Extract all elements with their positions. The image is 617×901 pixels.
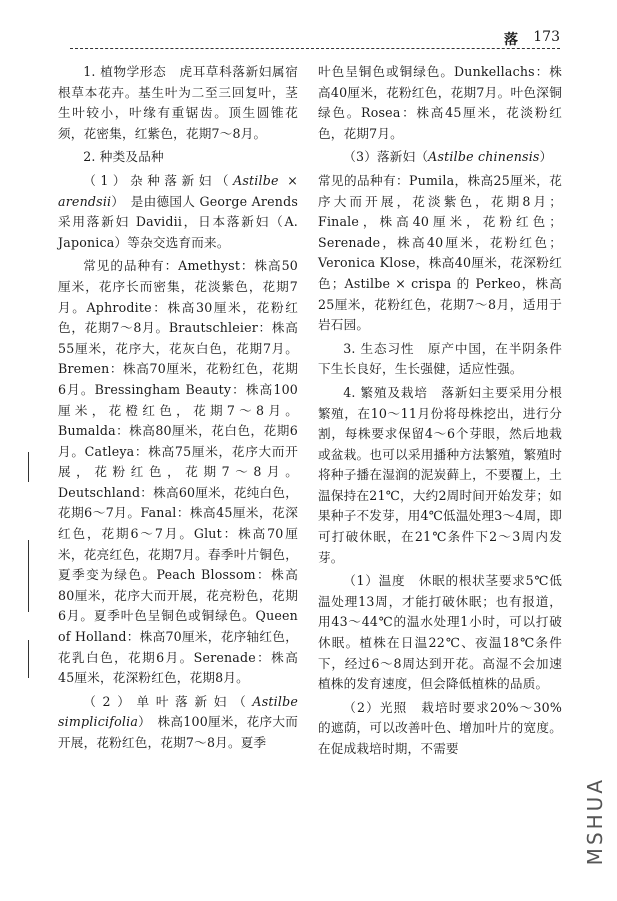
latin-name: Astilbe × arendsii — [58, 172, 299, 209]
running-header — [70, 26, 560, 48]
paragraph-morphology: 1. 植物学形态 虎耳草科落新妇属宿根草本花卉。基生叶为二至三回复叶，茎生叶较小，叶缘有重锯齿。顶生圆锥花须，花密集，红紫色，花期7～8月。 — [58, 64, 298, 141]
margin-mark — [28, 452, 29, 482]
paragraph-continued: 叶色呈铜色或铜绿色。Dunkellachs：株高40厘米，花粉红色，花期7月。叶色深铜绿色。Rosea：株高45厘米，花淡粉红色，花期7月。 — [318, 64, 562, 141]
header-rule — [70, 48, 560, 49]
paragraph-light: （2）光照 栽培时要求20%～30%的遮荫，可以改善叶色、增加叶片的宽度。在促成栽培时期，不需要 — [318, 699, 562, 756]
latin-name: Astilbe simplicifolia — [58, 693, 298, 730]
paragraph-propagation: 4. 繁殖及栽培 落新妇主要采用分根繁殖，在10～11月份将母株挖出，进行分割，每株要求保留4～6个芽眼，然后地栽或盆栽。也可以采用播种方法繁殖，繁殖时将种子播在湿润的泥炭藓上，不要覆上，土温保持在21℃，大约2周时间开始发芽；如果种子不发芽，用4℃低温处理3～4周，即可打破休眠，在21℃条件下2～3周内发芽。 — [318, 384, 562, 565]
paragraph-temperature: （1）温度 休眠的根状茎要求5℃低温处理13周，才能打破休眠；也有报道，用43～44℃的温水处理1小时，可以打破休眠。植株在日温22℃、夜温18℃条件下，经过6～8周达到开花。高湿不会加速植株的发育速度，但会降低植株的品质。 — [318, 573, 562, 692]
paragraph-hybrid-astilbe: （1）杂种落新妇（Astilbe × arendsii） 是由德国人 George Arends 采用落新妇 Davidii，日本落新妇（A. Japonica）等杂交选育而来。 — [58, 172, 299, 250]
watermark: MSHUA — [583, 776, 607, 865]
paragraph-simplicifolia: （2）单叶落新妇（Astilbe simplicifolia） 株高100厘米，花序大而开展，花粉红色，花期7～8月。夏季 — [58, 693, 298, 750]
latin-name: Astilbe chinensis — [428, 149, 540, 165]
page-number: 173 — [533, 29, 560, 45]
section-heading-varieties: 2. 种类及品种 — [83, 149, 164, 165]
paragraph-chinensis-heading: （3）落新妇（Astilbe chinensis） — [343, 149, 553, 165]
right-column — [318, 62, 562, 763]
running-head-title: 落 — [504, 32, 518, 48]
paragraph-cultivars: 常见的品种有：Amethyst：株高50厘米，花序长而密集，花淡紫色，花期7月。Aphrodite：株高30厘米，花粉红色，花期7～8月。Brautschleier：株高55厘米，花序大，花灰白色，花期7月。Bremen：株高70厘米，花粉红色，花期6月。Bressingham Beauty：株高100厘米，花橙红色，花期7～8月。Bumalda：株高80厘米，花白色，花期6月。Catleya：株高75厘米，花序大而开展，花粉红色，花期7～8月。Deutschland：株高60厘米，花纯白色，花期6～7月。Fanal：株高45厘米，花深红色，花期6～7月。Glut：株高70厘米，花亮红色，花期7月。春季叶片铜色，夏季变为绿色。Peach Blossom：株高80厘米，花序大而开展，花亮粉色，花期6月。夏季叶色呈铜色或铜绿色。Queen of Holland：株高70厘米，花序轴红色，花乳白色，花期6月。Serenade：株高45厘米，花深粉红色，花期8月。 — [58, 258, 298, 686]
left-column — [58, 62, 298, 757]
margin-mark — [28, 540, 29, 612]
margin-mark — [28, 640, 29, 678]
paragraph-chinensis-cultivars: 常见的品种有：Pumila，株高25厘米，花序大而开展，花淡紫色，花期8月；Finale，株高40厘米，花粉红色；Serenade，株高40厘米，花粉红色；Veronica Klose，株高40厘米，花深粉红色；Astilbe × crispa 的 Perkeo，株高25厘米，花粉红色，花期7～8月，适用于岩石园。 — [318, 172, 562, 333]
paragraph-ecology: 3. 生态习性 原产中国，在半阴条件下生长良好，生长强健，适应性强。 — [318, 340, 562, 377]
